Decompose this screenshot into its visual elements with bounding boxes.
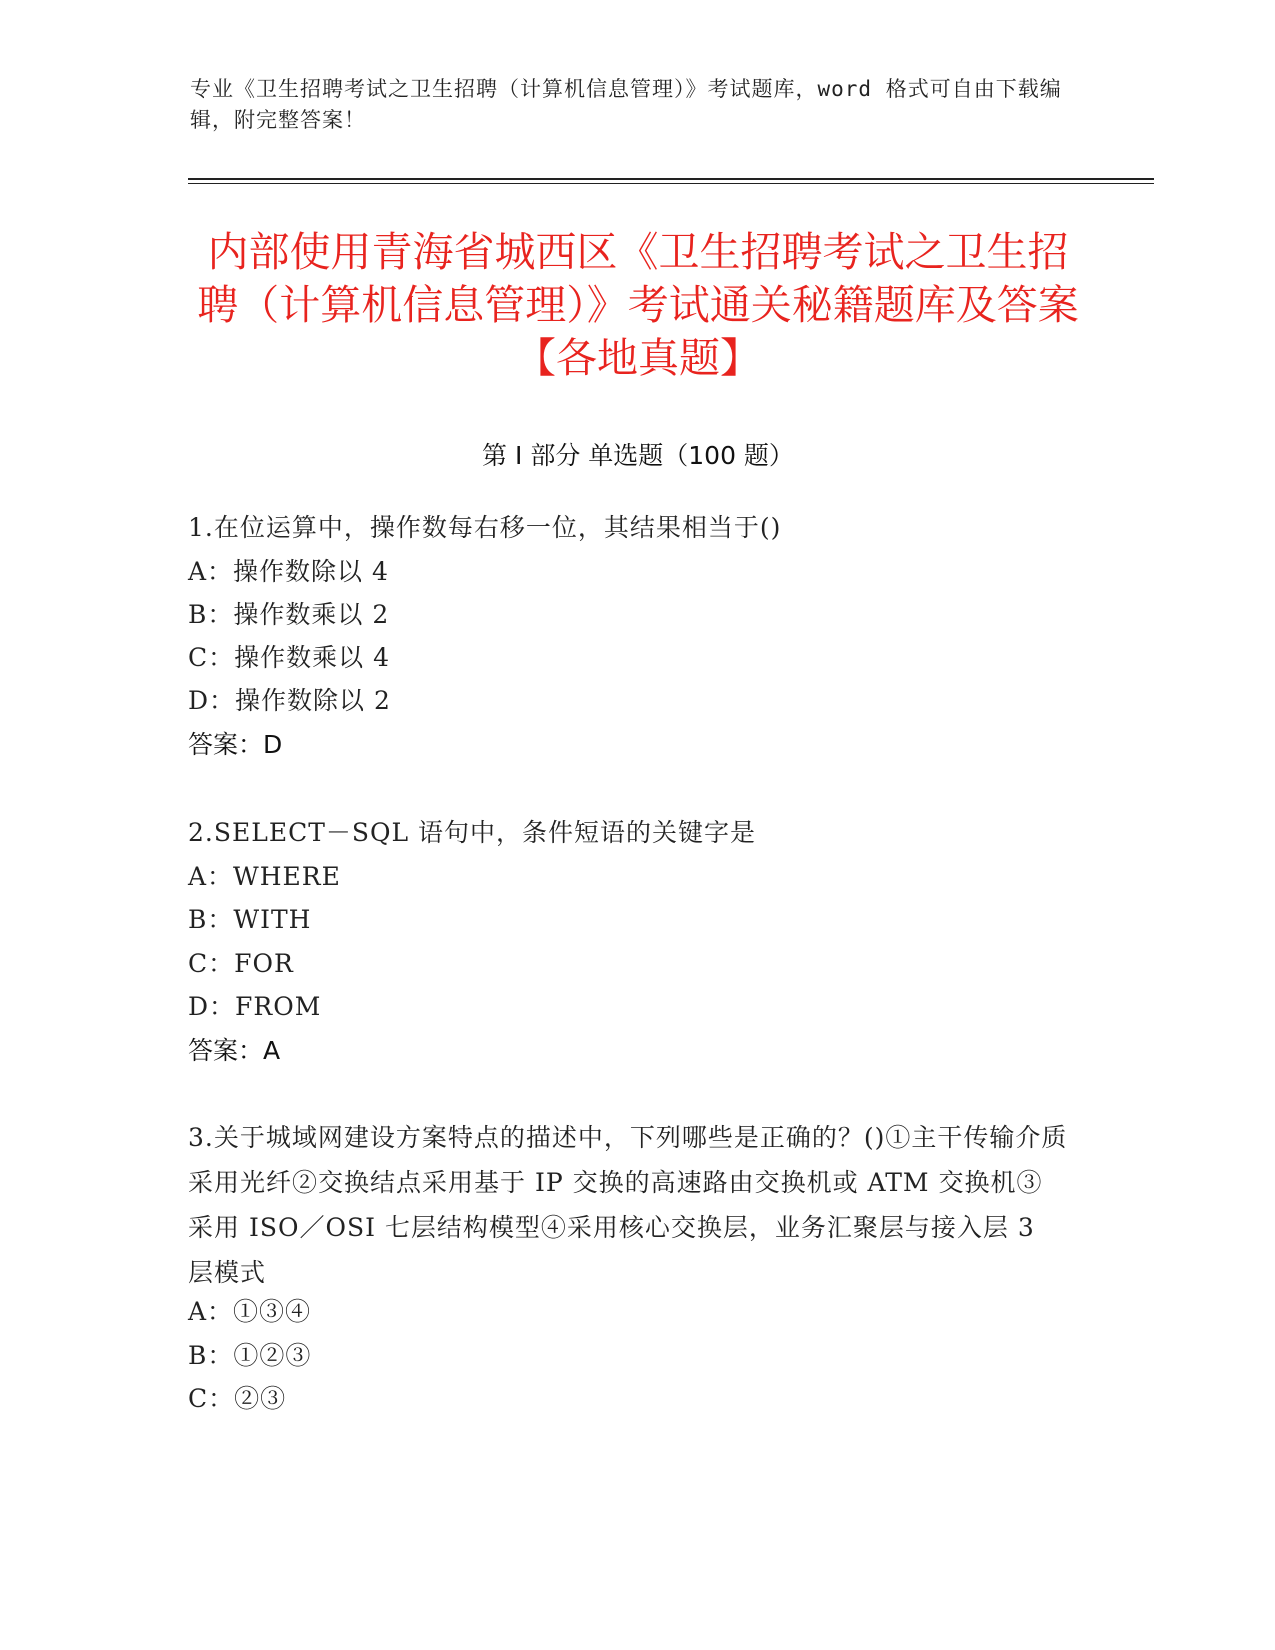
header-note: 专业《卫生招聘考试之卫生招聘（计算机信息管理）》考试题库，word 格式可自由下载编辑，附完整答案！ — [190, 77, 1062, 132]
question-3-option-b: B：①②③ — [188, 1341, 312, 1370]
question-1-option-d: D：操作数除以 2 — [188, 686, 391, 715]
header-divider — [188, 178, 1154, 180]
question-1-option-b: B：操作数乘以 2 — [188, 600, 390, 629]
question-2-option-c: C：FOR — [188, 949, 294, 978]
question-2-option-a: A：WHERE — [188, 862, 341, 891]
document-title: 内部使用青海省城西区《卫生招聘考试之卫生招聘（计算机信息管理）》考试通关秘籍题库及答案【各地真题】 — [197, 228, 1079, 382]
question-3-text: 3.关于城域网建设方案特点的描述中，下列哪些是正确的？()①主干传输介质采用光纤②交换结点采用基于 IP 交换的高速路由交换机或 ATM 交换机③采用 ISO／OSI 七层结构模型④采用核心交换层，业务汇聚层与接入层 3 层模式 — [188, 1123, 1068, 1287]
question-2-text: 2.SELECT－SQL 语句中，条件短语的关键字是 — [188, 818, 757, 847]
question-1-text: 1.在位运算中，操作数每右移一位，其结果相当于() — [188, 513, 782, 542]
question-1-option-a: A：操作数除以 4 — [188, 557, 389, 586]
question-1-answer: 答案：D — [188, 730, 283, 759]
question-2-option-d: D：FROM — [188, 992, 322, 1021]
question-2-answer: 答案：A — [188, 1036, 281, 1065]
question-3-option-a: A：①③④ — [188, 1297, 312, 1326]
section-heading: 第 I 部分 单选题（100 题） — [482, 441, 794, 470]
question-3-option-c: C：②③ — [188, 1384, 287, 1413]
question-1-option-c: C：操作数乘以 4 — [188, 643, 390, 672]
header-divider-thin — [188, 183, 1154, 184]
question-2-option-b: B：WITH — [188, 905, 312, 934]
